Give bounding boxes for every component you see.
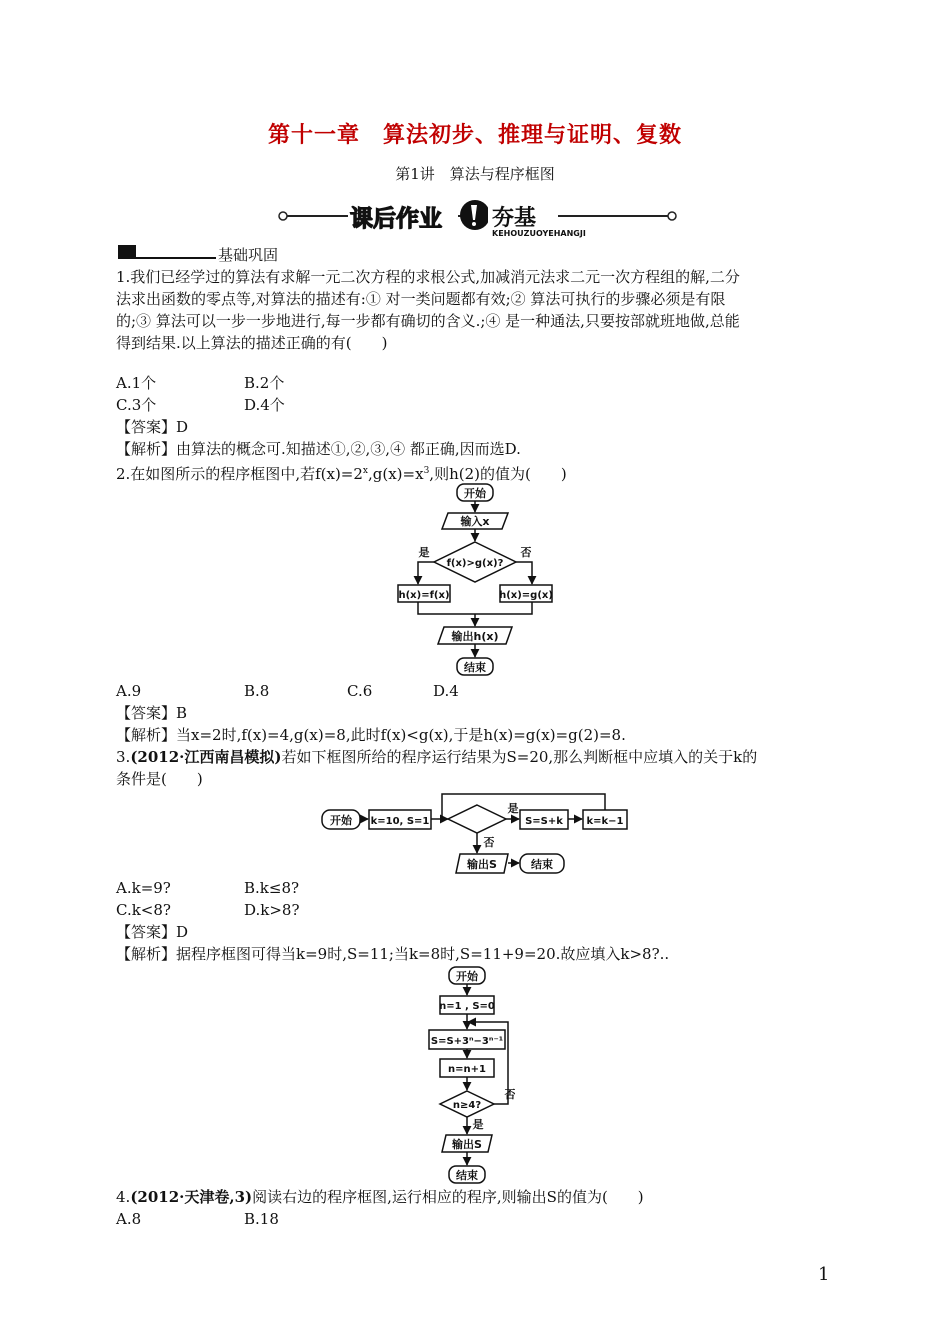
- q4-source: (2012·天津卷,3): [130, 1188, 253, 1206]
- q4-stem: 4.(2012·天津卷,3)阅读右边的程序框图,运行相应的程序,则输出S的值为( ): [116, 1188, 644, 1206]
- section-title: 第1讲 算法与程序框图: [395, 165, 555, 183]
- q2-flow-left-box: h(x)=f(x): [398, 590, 450, 601]
- banner: [278, 196, 678, 240]
- q1-line-4: 得到结果.以上算法的描述正确的有( ): [116, 334, 388, 352]
- q4-flow-yes: 是: [472, 1118, 484, 1131]
- q2-flow-end: 结束: [464, 661, 486, 674]
- q3-flowchart: [320, 790, 630, 880]
- q2-flow-output: 输出h(x): [451, 630, 499, 643]
- q1-line-2: 法求出函数的零点等,对算法的描述有:① 对一类问题都有效;② 算法可执行的步骤必须是有限: [116, 290, 726, 308]
- q4-flowchart: [420, 964, 550, 1186]
- section-rule: [136, 257, 216, 259]
- q4-flow-end: 结束: [456, 1169, 478, 1182]
- q4-option-a: A.8: [116, 1210, 142, 1228]
- banner-side: 夯基: [492, 206, 537, 231]
- q2-option-c: C.6: [347, 682, 373, 700]
- q3-flow-init: k=10, S=1: [370, 816, 430, 827]
- q3-answer: 【答案】D: [116, 923, 189, 941]
- chapter-title: 第十一章 算法初步、推理与证明、复数: [267, 122, 682, 148]
- q2-flow-yes: 是: [418, 546, 430, 559]
- q4-flow-loop: S=S+3ⁿ−3ⁿ⁻¹: [430, 1036, 504, 1047]
- q1-analysis: 【解析】由算法的概念可.知描述①,②,③,④ 都正确,因而选D.: [116, 440, 521, 458]
- banner-pinyin: KEHOUZUOYEHANGJI: [492, 229, 586, 238]
- q3-stem-2: 条件是( ): [116, 770, 203, 788]
- q3-option-a: A.k=9?: [116, 879, 171, 897]
- q2-flow-right-box: h(x)=g(x): [499, 590, 553, 601]
- q3-flow-end: 结束: [531, 858, 553, 871]
- q4-flow-no: 否: [504, 1088, 516, 1101]
- q3-flow-yes: 是: [507, 802, 519, 815]
- q4-flow-decision: n≥4?: [452, 1100, 482, 1111]
- q2-analysis: 【解析】当x=2时,f(x)=4,g(x)=8,此时f(x)<g(x),于是h(x)=g(x)=g(2)=8.: [116, 726, 626, 744]
- section-label: 基础巩固: [218, 246, 279, 264]
- q3-flow-update-k: k=k−1: [586, 816, 624, 827]
- q2-answer: 【答案】B: [116, 704, 188, 722]
- q2-flow-decision: f(x)>g(x)?: [446, 558, 504, 569]
- q3-source: (2012·江西南昌模拟): [130, 748, 282, 766]
- q1-line-1: 1.我们已经学过的算法有求解一元二次方程的求根公式,加减消元法求二元一次方程组的解,二分: [116, 268, 740, 286]
- q3-flow-no: 否: [483, 836, 495, 849]
- q2-flow-input: 输入x: [460, 515, 490, 528]
- q4-flow-incr: n=n+1: [448, 1064, 486, 1075]
- q3-option-c: C.k<8?: [116, 901, 171, 919]
- q2-option-a: A.9: [116, 682, 142, 700]
- q3-option-d: D.k>8?: [244, 901, 300, 919]
- q3-flow-output: 输出S: [467, 858, 497, 871]
- section-marker: [118, 245, 136, 259]
- q3-stem-1: 3.(2012·江西南昌模拟)若如下框图所给的程序运行结果为S=20,那么判断框中应填入的关于k的: [116, 748, 758, 766]
- q1-option-c: C.3个: [116, 396, 157, 414]
- q4-flow-start: 开始: [456, 970, 478, 983]
- q3-analysis: 【解析】据程序框图可得当k=9时,S=11;当k=8时,S=11+9=20.故应填入k>8?..: [116, 945, 670, 963]
- q2-option-b: B.8: [244, 682, 270, 700]
- q3-flow-start: 开始: [330, 814, 352, 827]
- q4-flow-output: 输出S: [452, 1138, 482, 1151]
- banner-main: 课后作业: [350, 206, 442, 232]
- q2-flow-start: 开始: [464, 487, 486, 500]
- q2-flow-no: 否: [520, 546, 532, 559]
- q1-option-a: A.1个: [116, 374, 157, 392]
- q4-option-b: B.18: [244, 1210, 279, 1228]
- q4-flow-init: n=1 , S=0: [439, 1001, 495, 1012]
- q3-option-b: B.k≤8?: [244, 879, 300, 897]
- q1-line-3: 的;③ 算法可以一步一步地进行,每一步都有确切的含义.;④ 是一种通法,只要按部就班地做,总能: [116, 312, 740, 330]
- q1-option-d: D.4个: [244, 396, 285, 414]
- q2-option-d: D.4: [433, 682, 459, 700]
- page-number: 1: [818, 1264, 830, 1285]
- q1-answer: 【答案】D: [116, 418, 189, 436]
- q1-option-b: B.2个: [244, 374, 285, 392]
- q2-flowchart: [390, 482, 570, 682]
- q3-flow-update-s: S=S+k: [525, 816, 563, 827]
- q2-stem: 2.在如图所示的程序框图中,若$f(x)=2^x,g(x)=x^3$,则h(2)的值为( ): [116, 465, 567, 483]
